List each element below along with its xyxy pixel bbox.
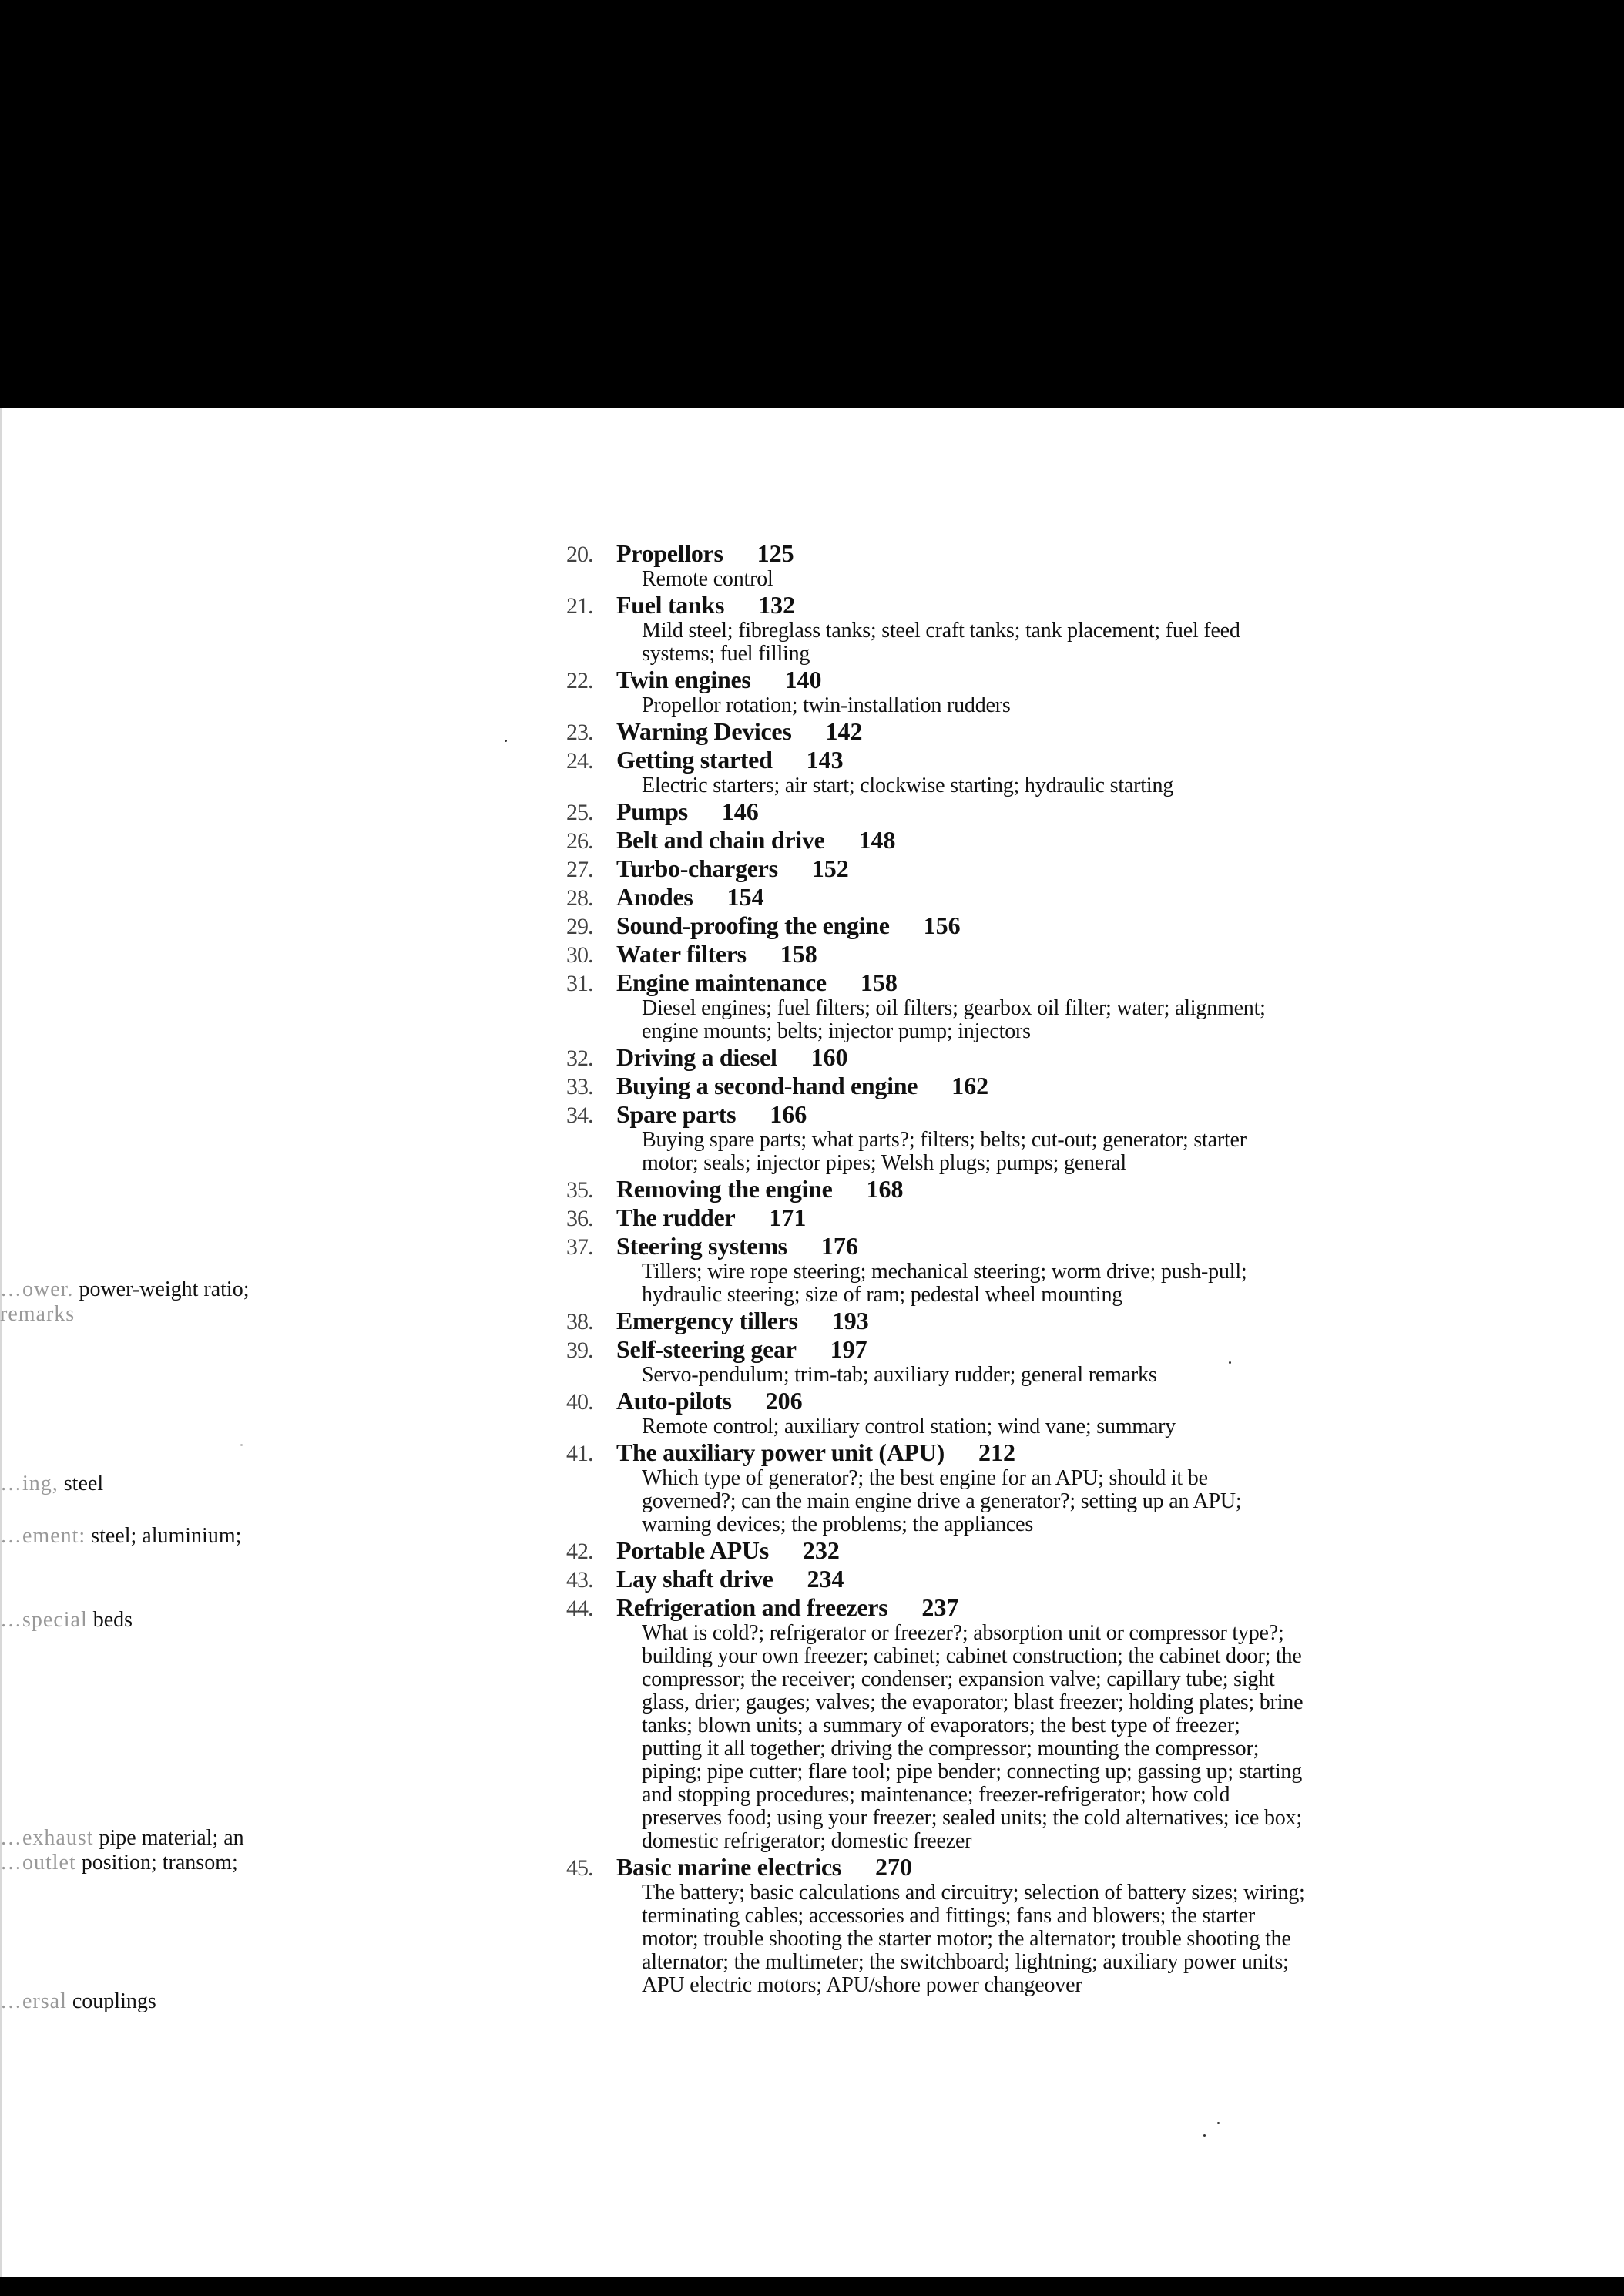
chapter-title: Auto-pilots [616,1387,732,1415]
fragment-text: steel; aluminium; [91,1524,242,1548]
toc-entry-heading [566,1387,1491,1415]
subtopic-line: motor; trouble shooting the starter motor; the alternator; trouble shooting the [642,1927,1291,1951]
fragment-text: position; transom; [81,1851,238,1875]
page-number: 156 [923,911,961,939]
toc-entry [566,1100,1491,1175]
chapter-title: Turbo-chargers [616,854,778,882]
chapter-title: Steering systems [616,1232,787,1260]
toc-entry [566,746,1491,797]
toc-entry-heading [566,1175,1491,1203]
page-number: 270 [874,1853,912,1881]
chapter-number: 35. [566,1177,593,1203]
toc-entry-heading [566,854,1491,883]
chapter-number: 32. [566,1046,593,1071]
scan-speck [1203,2134,1206,2137]
subtopic-line: and stopping procedures; maintenance; freezer-refrigerator; how cold [642,1783,1230,1807]
toc-entry-heading [566,826,1491,854]
chapter-title: Emergency tillers [616,1307,798,1334]
chapter-title: Driving a diesel [616,1043,777,1071]
toc-entry-heading [566,1565,1491,1593]
subtopic-line: The battery; basic calculations and circuitry; selection of battery sizes; wiring; [642,1881,1305,1905]
page-number: 154 [726,883,764,911]
scan-border-bottom [0,2277,1624,2296]
toc-entry-heading [566,797,1491,826]
toc-entry [566,539,1491,591]
toc-entry [566,717,1491,746]
chapter-title: Spare parts [616,1100,737,1128]
subtopic-line: Remote control; auxiliary control station; wind vane; summary [642,1415,1176,1438]
chapter-number: 39. [566,1338,593,1363]
page-number: 160 [810,1043,848,1071]
chapter-number: 42. [566,1539,593,1564]
chapter-number: 24. [566,748,593,774]
toc-entry-heading [566,1232,1491,1260]
page-number: 212 [978,1438,1015,1466]
toc-entry-heading [566,666,1491,694]
chapter-subtopics [566,694,1491,717]
fragment-text: beds [92,1608,133,1632]
subtopic-line: Propellor rotation; twin-installation rudders [642,693,1011,717]
toc-entry-heading [566,968,1491,997]
toc-entry-heading [566,940,1491,968]
page-number: 140 [784,666,822,693]
chapter-number: 41. [566,1441,593,1466]
toc-entry [566,1853,1491,1997]
chapter-title: Lay shaft drive [616,1565,773,1593]
subtopic-line: Electric starters; air start; clockwise starting; hydraulic starting [642,774,1174,797]
toc-entry [566,1175,1491,1203]
chapter-subtopics [566,1881,1491,1997]
chapter-subtopics [566,1129,1491,1175]
toc-entry-heading [566,1438,1491,1467]
subtopic-line: What is cold?; refrigerator or freezer?; absorption unit or compressor type?; [642,1621,1284,1645]
toc-entry [566,940,1491,968]
fragment-text: steel [63,1472,104,1495]
chapter-number: 30. [566,942,593,968]
toc-entry-heading [566,1072,1491,1100]
toc-entry-heading [566,883,1491,911]
toc-entry-heading [566,911,1491,940]
chapter-number: 29. [566,914,593,939]
table-of-contents [566,539,1491,1997]
toc-entry [566,883,1491,911]
chapter-title: The rudder [616,1203,736,1231]
subtopic-line: glass, drier; gauges; valves; the evaporator; blast freezer; holding plates; brine [642,1690,1304,1714]
chapter-title: Belt and chain drive [616,826,825,854]
toc-entry [566,968,1491,1043]
subtopic-line: compressor; the receiver; condenser; expansion valve; capillary tube; sight [642,1667,1275,1691]
toc-entry-heading [566,1335,1491,1364]
page-number: 152 [811,854,849,882]
chapter-number: 23. [566,720,593,745]
chapter-number: 37. [566,1234,593,1260]
toc-entry [566,1438,1491,1536]
page-number: 206 [765,1387,803,1415]
chapter-title: Buying a second-hand engine [616,1072,918,1099]
chapter-number: 26. [566,828,593,854]
chapter-number: 22. [566,668,593,693]
left-page-text-fragment [0,1277,249,1302]
chapter-number: 36. [566,1206,593,1231]
toc-entry [566,1232,1491,1307]
faded-text: remarks [0,1302,75,1326]
scan-speck [1229,1361,1231,1364]
chapter-title: Twin engines [616,666,751,693]
toc-entry [566,797,1491,826]
page-number: 234 [807,1565,844,1593]
faded-text: …ower. [0,1277,74,1301]
toc-entry [566,1387,1491,1438]
page-number: 168 [866,1175,904,1203]
fragment-text: power-weight ratio; [79,1277,250,1301]
page-number: 146 [721,797,759,825]
chapter-number: 38. [566,1309,593,1334]
toc-entry [566,826,1491,854]
faded-text: …exhaust [0,1826,94,1850]
page-number: 176 [820,1232,858,1260]
toc-entry-heading [566,1100,1491,1129]
toc-entry [566,854,1491,883]
faded-text: …outlet [0,1851,76,1875]
subtopic-line: Mild steel; fibreglass tanks; steel craft tanks; tank placement; fuel feed [642,619,1240,643]
chapter-subtopics [566,568,1491,591]
toc-entry-heading [566,1593,1491,1622]
page-number: 162 [951,1072,989,1099]
chapter-title: Propellors [616,539,723,567]
toc-entry-heading [566,1853,1491,1881]
chapter-title: Anodes [616,883,693,911]
subtopic-line: Buying spare parts; what parts?; filters; belts; cut-out; generator; starter [642,1128,1247,1152]
page-number: 237 [921,1593,959,1621]
left-page-text-fragment [0,1826,244,1851]
page-number: 132 [758,591,796,619]
chapter-number: 25. [566,800,593,825]
chapter-number: 21. [566,593,593,619]
subtopic-line: domestic refrigerator; domestic freezer [642,1829,972,1853]
scan-speck [1217,2122,1220,2124]
chapter-title: Removing the engine [616,1175,833,1203]
toc-entry-heading [566,717,1491,746]
chapter-subtopics [566,1622,1491,1853]
page-number: 125 [757,539,794,567]
chapter-title: Self-steering gear [616,1335,797,1363]
faded-text: …special [0,1608,88,1632]
subtopic-line: putting it all together; driving the compressor; mounting the compressor; [642,1737,1260,1761]
chapter-title: Fuel tanks [616,591,725,619]
subtopic-line: alternator; the multimeter; the switchboard; lightning; auxiliary power units; [642,1950,1289,1974]
subtopic-line: Diesel engines; fuel filters; oil filters; gearbox oil filter; water; alignment; [642,996,1266,1020]
subtopic-line: warning devices; the problems; the appliances [642,1512,1034,1536]
left-page-text-fragment [0,1851,238,1875]
chapter-number: 45. [566,1855,593,1881]
chapter-number: 33. [566,1074,593,1099]
faded-text: …ement: [0,1524,86,1548]
page-number: 158 [780,940,817,968]
toc-entry [566,1072,1491,1100]
chapter-number: 34. [566,1103,593,1128]
page-number: 171 [769,1203,807,1231]
chapter-title: Warning Devices [616,717,792,745]
page-number: 197 [830,1335,867,1363]
page-number: 158 [860,968,898,996]
chapter-title: Pumps [616,797,688,825]
scan-speck [240,1444,243,1446]
chapter-title: Portable APUs [616,1536,769,1564]
chapter-title: Getting started [616,746,773,774]
toc-entry-heading [566,1203,1491,1232]
page-number: 193 [831,1307,869,1334]
page-number: 166 [770,1100,807,1128]
subtopic-line: piping; pipe cutter; flare tool; pipe bender; connecting up; gassing up; starting [642,1760,1303,1784]
chapter-subtopics [566,1364,1491,1387]
page-number: 143 [806,746,844,774]
chapter-number: 40. [566,1389,593,1415]
left-page-text-fragment [0,1608,133,1633]
chapter-subtopics [566,619,1491,666]
subtopic-line: Tillers; wire rope steering; mechanical steering; worm drive; push-pull; [642,1260,1247,1284]
left-page-text-fragment [0,1472,103,1496]
page-number: 232 [802,1536,840,1564]
toc-entry [566,911,1491,940]
chapter-number: 43. [566,1567,593,1593]
chapter-title: The auxiliary power unit (APU) [616,1438,945,1466]
fragment-text: pipe material; an [99,1826,244,1850]
chapter-title: Refrigeration and freezers [616,1593,888,1621]
toc-entry [566,1593,1491,1853]
chapter-title: Water filters [616,940,747,968]
chapter-number: 44. [566,1596,593,1621]
subtopic-line: terminating cables; accessories and fittings; fans and blowers; the starter [642,1904,1255,1928]
toc-entry-heading [566,746,1491,774]
chapter-number: 31. [566,971,593,996]
toc-entry-heading [566,1307,1491,1335]
subtopic-line: motor; seals; injector pipes; Welsh plugs; pumps; general [642,1151,1126,1175]
toc-entry-heading [566,1043,1491,1072]
subtopic-line: systems; fuel filling [642,642,810,666]
chapter-subtopics [566,1260,1491,1307]
toc-entry [566,591,1491,666]
toc-entry [566,666,1491,717]
chapter-subtopics [566,1415,1491,1438]
chapter-subtopics [566,774,1491,797]
page-number: 142 [825,717,863,745]
toc-entry [566,1335,1491,1387]
subtopic-line: tanks; blown units; a summary of evaporators; the best type of freezer; [642,1714,1240,1737]
toc-entry-heading [566,539,1491,568]
chapter-title: Sound-proofing the engine [616,911,890,939]
chapter-subtopics [566,1467,1491,1536]
toc-entry [566,1565,1491,1593]
faded-text: …ersal [0,1989,67,2013]
subtopic-line: hydraulic steering; size of ram; pedestal wheel mounting [642,1283,1123,1307]
subtopic-line: governed?; can the main engine drive a generator?; setting up an APU; [642,1489,1242,1513]
subtopic-line: building your own freezer; cabinet; cabinet construction; the cabinet door; the [642,1644,1302,1668]
toc-entry [566,1307,1491,1335]
toc-entry-heading [566,591,1491,619]
page-number: 148 [858,826,896,854]
toc-entry-heading [566,1536,1491,1565]
left-page-text-fragment [0,1302,75,1327]
chapter-subtopics [566,997,1491,1043]
subtopic-line: Which type of generator?; the best engine for an APU; should it be [642,1466,1208,1490]
left-page-text-fragment [0,1989,156,2014]
subtopic-line: preserves food; using your freezer; sealed units; the cold alternatives; ice box; [642,1806,1302,1830]
subtopic-line: APU electric motors; APU/shore power changeover [642,1973,1082,1997]
faded-text: …ing, [0,1472,59,1495]
scan-speck [505,740,507,742]
left-page-text-fragment [0,1524,241,1549]
chapter-number: 27. [566,857,593,882]
fragment-text: couplings [72,1989,156,2013]
subtopic-line: engine mounts; belts; injector pump; injectors [642,1019,1031,1043]
chapter-number: 20. [566,542,593,567]
toc-entry [566,1536,1491,1565]
chapter-number: 28. [566,885,593,911]
scan-border-top [0,0,1624,408]
subtopic-line: Remote control [642,567,773,591]
toc-entry [566,1043,1491,1072]
chapter-title: Basic marine electrics [616,1853,841,1881]
toc-entry [566,1203,1491,1232]
subtopic-line: Servo-pendulum; trim-tab; auxiliary rudder; general remarks [642,1363,1157,1387]
chapter-title: Engine maintenance [616,968,827,996]
